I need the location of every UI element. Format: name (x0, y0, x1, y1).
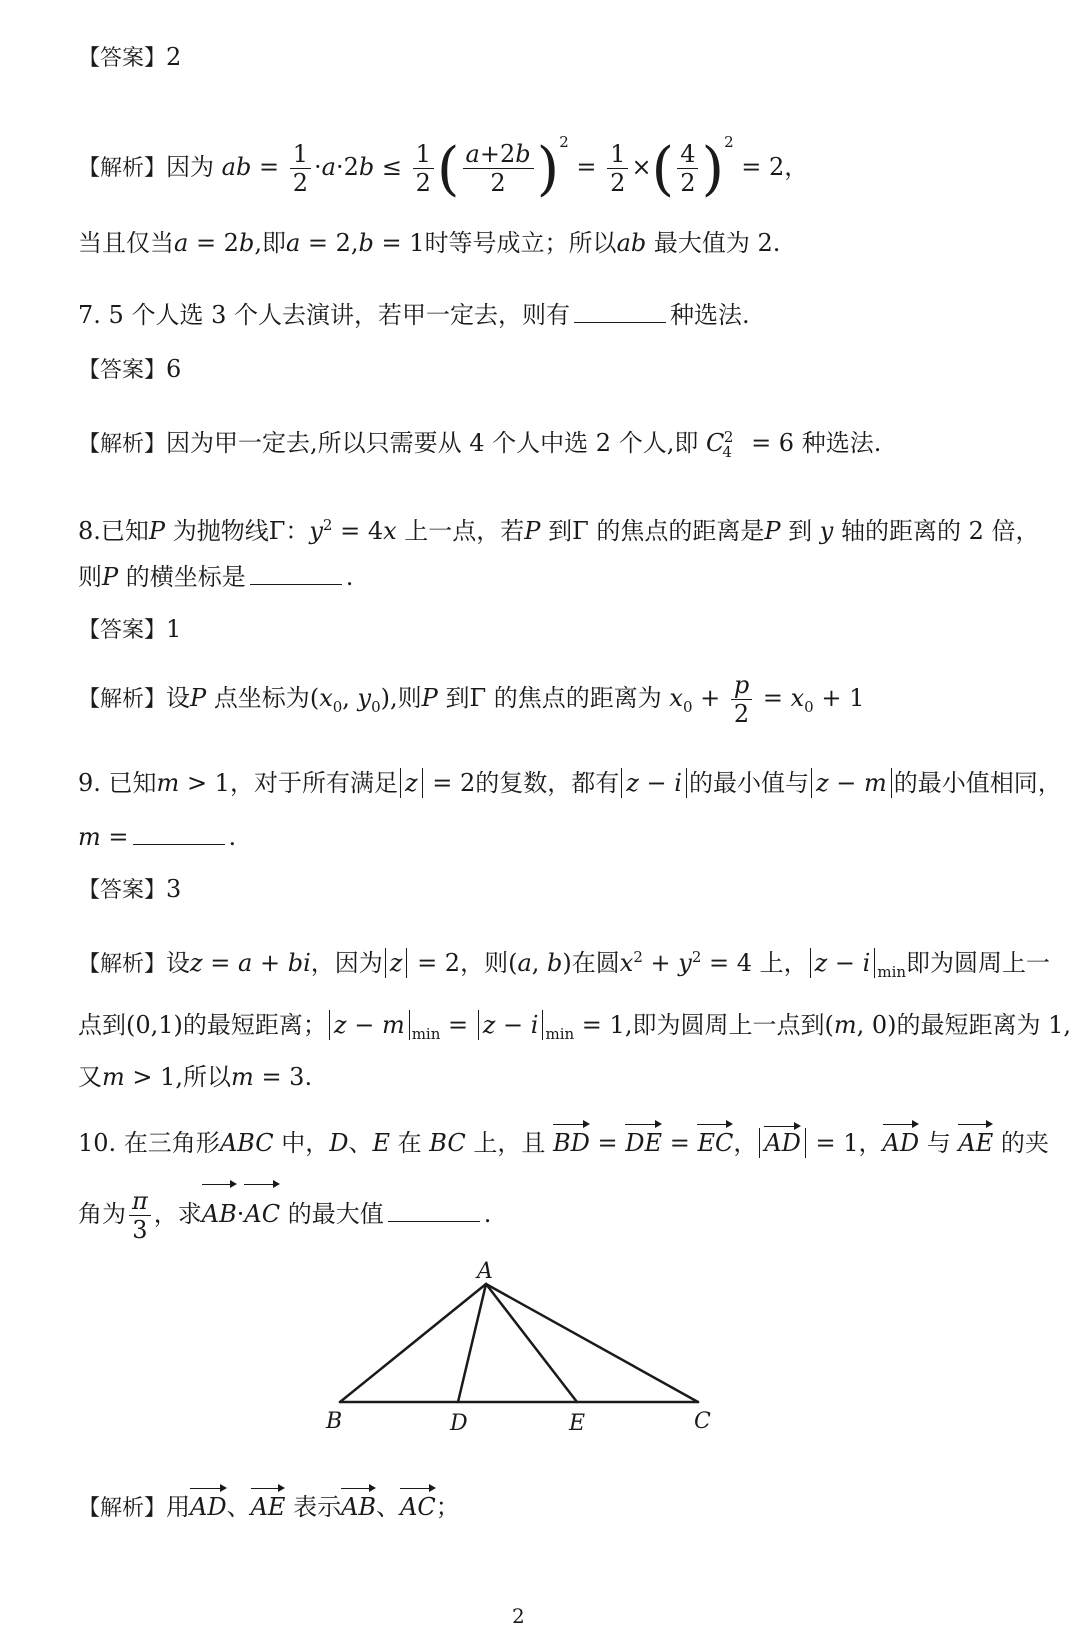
label-a: A (477, 1259, 493, 1284)
segment-ab (340, 1284, 486, 1402)
answer-blank (388, 1199, 480, 1222)
answer-blank (250, 562, 342, 585)
q9-analysis-line3: 又m > 1,所以m = 3. (78, 1063, 313, 1091)
q9-analysis-line2: 点到(0,1)的最短距离； z − m $_{min}$ = z − i $_{min}$ = 1,即为圆周上一点到(m, 0)的最短距离为 1, (78, 1011, 1072, 1043)
q7-analysis: 【解析】因为甲一定去,所以只需要从 4 个人中选 2 个人,即 $C_4^2 = 6$ 种选法. (78, 428, 882, 461)
q8-analysis: 【解析】设P 点坐标为($x_0$, $y_0$),则P 到Γ 的焦点的距离为 $x_0$ + $\frac{p}{2}$ = $x_0 + 1$ (78, 671, 865, 728)
triangle-figure (320, 1258, 740, 1448)
label-d: D (450, 1411, 468, 1436)
answer-tag: 【答案】 (78, 46, 167, 71)
answer-blank (574, 300, 666, 323)
q10-question: 10. 在三角形ABC 中，D、E 在 BC 上，且 BD = DE = EC， AD = 1，AD 与 AE 的夹 (78, 1126, 1049, 1160)
q7-answer: 【答案】6 (78, 355, 182, 383)
q10-analysis: 【解析】用AD、AE 表示AB、AC； (78, 1490, 460, 1526)
answer-blank (133, 822, 225, 845)
q9-analysis: 【解析】设z = a + bi，因为 z = 2，则(a, b)在圆$x^2 + y^2 = 4$ 上， z − i $_{min}$即为圆周上一 (78, 948, 1051, 981)
analysis-tag: 【解析】 (78, 156, 167, 181)
q7-question: 7. 5 个人选 3 个人去演讲，若甲一定去，则有 种选法. (78, 301, 750, 329)
q9-answer: 【答案】3 (78, 875, 182, 903)
q10-question-line2: 角为 $\frac{\pi}{3}$ ，求AB·AC 的最大值 . (78, 1187, 492, 1244)
label-c: C (694, 1409, 711, 1434)
q8-question: 8.已知P 为抛物线Γ：$y^2 = 4x$ 上一点，若P 到Γ 的焦点的距离是P 到 y 轴的距离的 2 倍， (78, 516, 1040, 545)
q9-question: 9. 已知m > 1，对于所有满足 z = 2的复数，都有 z − i 的最小值与 z − m 的最小值相同， (78, 769, 1062, 797)
q6-answer (78, 40, 181, 76)
segment-ae (486, 1284, 577, 1402)
q6-analysis-conclusion: 当且仅当a = 2b,即a = 2,b = 1时等号成立；所以ab 最大值为 2. (78, 229, 781, 257)
q9-question-line2: m = . (78, 823, 237, 851)
label-b: B (326, 1409, 343, 1434)
q8-answer: 【答案】1 (78, 615, 182, 643)
segment-ac (486, 1284, 698, 1402)
q6-analysis: 【解析】因为 ab = $\frac{1}{2}$ ·a·2b ≤ $\frac{1}{2}$ ( $\frac{a+2b}{2}$ )$^2$ = $\frac{1}{2}$ ×( $\frac{4}{2}$ )$^2$ = 2， (78, 133, 809, 203)
page-number: 2 (512, 1604, 525, 1628)
label-e: E (569, 1411, 586, 1436)
q8-question-line2: 则P 的横坐标是 . (78, 563, 354, 591)
answer-value: 2 (166, 43, 182, 71)
